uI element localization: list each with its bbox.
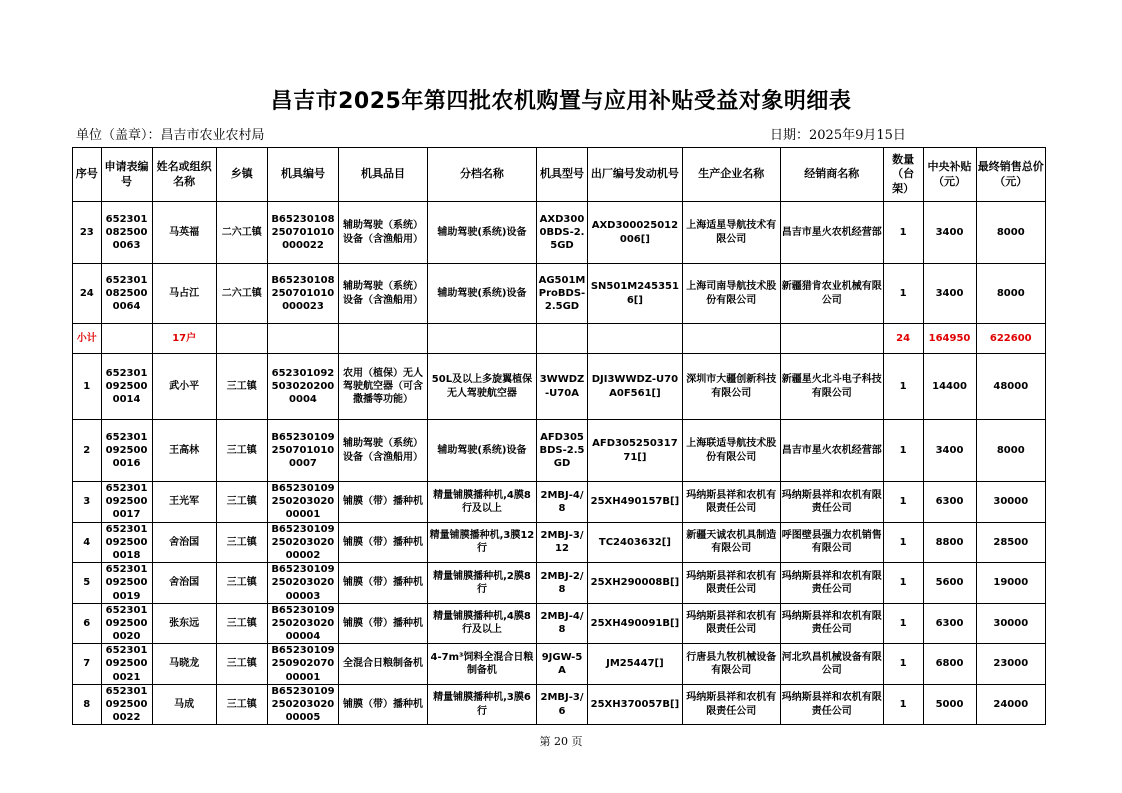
cell-tier-name: 4-7m³饲料全混合日粮制备机 bbox=[427, 644, 536, 685]
cell-central-subsidy: 3400 bbox=[923, 202, 976, 264]
cell-name: 王高林 bbox=[152, 420, 216, 482]
cell-dealer: 新疆猎肯农业机械有限公司 bbox=[780, 264, 883, 324]
subtotal-row bbox=[73, 324, 1046, 354]
cell-tier-name: 精量铺膜播种机,2膜8行 bbox=[427, 563, 536, 604]
cell-name: 马占江 bbox=[152, 264, 216, 324]
cell-application-no bbox=[101, 324, 152, 354]
table-row bbox=[73, 522, 1046, 563]
cell-application-no: 6523010925000019 bbox=[101, 563, 152, 604]
cell-application-no: 6523010925000016 bbox=[101, 420, 152, 482]
cell-name: 马英福 bbox=[152, 202, 216, 264]
cell-name: 王光军 bbox=[152, 482, 216, 523]
cell-town bbox=[216, 324, 267, 354]
cell-name: 舍治国 bbox=[152, 563, 216, 604]
cell-total-price: 24000 bbox=[976, 684, 1045, 725]
cell-quantity: 1 bbox=[883, 482, 923, 523]
header-machine-no: 机具编号 bbox=[267, 148, 338, 202]
subsidy-table bbox=[72, 147, 1046, 725]
cell-application-no: 6523010825000064 bbox=[101, 264, 152, 324]
cell-application-no: 6523010925000022 bbox=[101, 684, 152, 725]
cell-quantity: 1 bbox=[883, 644, 923, 685]
cell-machine-no: B65230109250902070000​01 bbox=[267, 644, 338, 685]
cell-machine-no: B65230109250203020000​01 bbox=[267, 482, 338, 523]
cell-central-subsidy: 5000 bbox=[923, 684, 976, 725]
cell-town: 三工镇 bbox=[216, 420, 267, 482]
cell-total-price: 8000 bbox=[976, 202, 1045, 264]
cell-tier-name: 辅助驾驶(系统)设备 bbox=[427, 264, 536, 324]
cell-name: 马晓龙 bbox=[152, 644, 216, 685]
cell-central-subsidy: 6800 bbox=[923, 644, 976, 685]
cell-seq: 4 bbox=[73, 522, 102, 563]
cell-total-price: 23000 bbox=[976, 644, 1045, 685]
header-total-price: 最终销售总价（元） bbox=[976, 148, 1045, 202]
cell-manufacturer: 玛纳斯县祥和农机有限责任公司 bbox=[682, 603, 780, 644]
cell-name: 17户 bbox=[152, 324, 216, 354]
header-serial-engine-no: 出厂编号发动机号 bbox=[587, 148, 682, 202]
cell-seq: 5 bbox=[73, 563, 102, 604]
cell-total-price: 622600 bbox=[976, 324, 1045, 354]
cell-machine-no: 652301092503020200000​4 bbox=[267, 354, 338, 420]
cell-central-subsidy: 5600 bbox=[923, 563, 976, 604]
date-label: 日期：2025年9月15日 bbox=[770, 128, 906, 143]
cell-machine-no: B65230109250701010000​7 bbox=[267, 420, 338, 482]
cell-model: 2MBJ-4/8 bbox=[537, 482, 588, 523]
cell-dealer: 昌吉市星火农机经营部 bbox=[780, 420, 883, 482]
cell-machine-category: 辅助驾驶（系统）设备（含渔船用） bbox=[339, 264, 428, 324]
cell-total-price: 30000 bbox=[976, 603, 1045, 644]
cell-town: 三工镇 bbox=[216, 522, 267, 563]
cell-tier-name: 辅助驾驶(系统)设备 bbox=[427, 420, 536, 482]
cell-model: 9JGW-5A bbox=[537, 644, 588, 685]
cell-machine-category bbox=[339, 324, 428, 354]
table-row bbox=[73, 603, 1046, 644]
cell-dealer: 玛纳斯县祥和农机有限责任公司 bbox=[780, 603, 883, 644]
table-row bbox=[73, 684, 1046, 725]
cell-manufacturer: 深圳市大疆创新科技有限公司 bbox=[682, 354, 780, 420]
cell-tier-name bbox=[427, 324, 536, 354]
cell-model: 2MBJ-2/8 bbox=[537, 563, 588, 604]
cell-model bbox=[537, 324, 588, 354]
header-model: 机具型号 bbox=[537, 148, 588, 202]
cell-machine-category: 铺膜（带）播种机 bbox=[339, 482, 428, 523]
document-title: 昌吉市2025年第四批农机购置与应用补贴受益对象明细表 bbox=[270, 89, 852, 114]
cell-total-price: 19000 bbox=[976, 563, 1045, 604]
cell-machine-no: B65230108250701010000022 bbox=[267, 202, 338, 264]
cell-serial-engine-no bbox=[587, 324, 682, 354]
cell-manufacturer: 上海适星导航技术有限公司 bbox=[682, 202, 780, 264]
header-seq: 序号 bbox=[73, 148, 102, 202]
cell-quantity: 1 bbox=[883, 684, 923, 725]
cell-serial-engine-no: JM25447[] bbox=[587, 644, 682, 685]
cell-machine-no bbox=[267, 324, 338, 354]
cell-machine-category: 铺膜（带）播种机 bbox=[339, 603, 428, 644]
cell-seq: 小计 bbox=[73, 324, 102, 354]
page-number: 第 20 页 bbox=[539, 735, 583, 748]
table-header-row bbox=[73, 148, 1046, 202]
cell-town: 二六工镇 bbox=[216, 202, 267, 264]
table-row bbox=[73, 482, 1046, 523]
cell-central-subsidy: 6300 bbox=[923, 603, 976, 644]
cell-application-no: 6523010925000017 bbox=[101, 482, 152, 523]
cell-serial-engine-no: DJI3WWDZ-U70A0F561[] bbox=[587, 354, 682, 420]
cell-model: AXD3000BDS-2.5GD bbox=[537, 202, 588, 264]
cell-total-price: 48000 bbox=[976, 354, 1045, 420]
cell-seq: 6 bbox=[73, 603, 102, 644]
unit-label: 单位（盖章）：昌吉市农业农村局 bbox=[76, 128, 265, 143]
cell-serial-engine-no: 25XH490091B[] bbox=[587, 603, 682, 644]
cell-manufacturer: 玛纳斯县祥和农机有限责任公司 bbox=[682, 563, 780, 604]
cell-machine-category: 辅助驾驶（系统）设备（含渔船用） bbox=[339, 202, 428, 264]
header-application-no: 申请表编号 bbox=[101, 148, 152, 202]
cell-quantity: 1 bbox=[883, 522, 923, 563]
cell-seq: 24 bbox=[73, 264, 102, 324]
header-dealer: 经销商名称 bbox=[780, 148, 883, 202]
cell-town: 三工镇 bbox=[216, 603, 267, 644]
cell-machine-category: 铺膜（带）播种机 bbox=[339, 684, 428, 725]
cell-total-price: 28500 bbox=[976, 522, 1045, 563]
cell-machine-no: B65230108250701010000023 bbox=[267, 264, 338, 324]
cell-application-no: 6523010925000014 bbox=[101, 354, 152, 420]
cell-dealer: 玛纳斯县祥和农机有限责任公司 bbox=[780, 563, 883, 604]
cell-model: 3WWDZ-U70A bbox=[537, 354, 588, 420]
cell-tier-name: 精量铺膜播种机,3膜6行 bbox=[427, 684, 536, 725]
cell-name: 马成 bbox=[152, 684, 216, 725]
table-body bbox=[73, 202, 1046, 725]
header-manufacturer: 生产企业名称 bbox=[682, 148, 780, 202]
cell-dealer: 河北玖昌机械设备有限公司 bbox=[780, 644, 883, 685]
cell-quantity: 1 bbox=[883, 563, 923, 604]
cell-serial-engine-no: SN501M2453516[] bbox=[587, 264, 682, 324]
cell-seq: 3 bbox=[73, 482, 102, 523]
cell-name: 武小平 bbox=[152, 354, 216, 420]
cell-seq: 23 bbox=[73, 202, 102, 264]
cell-serial-engine-no: 25XH290008B[] bbox=[587, 563, 682, 604]
cell-machine-no: B65230109250203020000​03 bbox=[267, 563, 338, 604]
cell-tier-name: 辅助驾驶(系统)设备 bbox=[427, 202, 536, 264]
cell-seq: 1 bbox=[73, 354, 102, 420]
cell-tier-name: 精量铺膜播种机,4膜8行及以上 bbox=[427, 482, 536, 523]
cell-dealer bbox=[780, 324, 883, 354]
cell-quantity: 24 bbox=[883, 324, 923, 354]
header-central-subsidy: 中央补贴（元） bbox=[923, 148, 976, 202]
cell-seq: 2 bbox=[73, 420, 102, 482]
cell-manufacturer: 上海司南导航技术股份有限公司 bbox=[682, 264, 780, 324]
cell-serial-engine-no: 25XH490157B[] bbox=[587, 482, 682, 523]
header-quantity: 数量（台架） bbox=[883, 148, 923, 202]
table-row bbox=[73, 354, 1046, 420]
cell-manufacturer: 玛纳斯县祥和农机有限责任公司 bbox=[682, 482, 780, 523]
cell-dealer: 呼图壁县强力农机销售有限公司 bbox=[780, 522, 883, 563]
header-name: 姓名或组织名称 bbox=[152, 148, 216, 202]
cell-quantity: 1 bbox=[883, 420, 923, 482]
cell-machine-category: 铺膜（带）播种机 bbox=[339, 563, 428, 604]
cell-central-subsidy: 14400 bbox=[923, 354, 976, 420]
table-row bbox=[73, 202, 1046, 264]
cell-machine-no: B65230109250203020000​05 bbox=[267, 684, 338, 725]
cell-machine-no: B65230109250203020000​04 bbox=[267, 603, 338, 644]
cell-dealer: 昌吉市星火农机经营部 bbox=[780, 202, 883, 264]
cell-seq: 7 bbox=[73, 644, 102, 685]
cell-application-no: 6523010925000021 bbox=[101, 644, 152, 685]
cell-quantity: 1 bbox=[883, 264, 923, 324]
cell-machine-category: 辅助驾驶（系统）设备（含渔船用） bbox=[339, 420, 428, 482]
cell-application-no: 6523010925000018 bbox=[101, 522, 152, 563]
cell-machine-category: 全混合日粮制备机 bbox=[339, 644, 428, 685]
cell-serial-engine-no: AXD3000250120​06[] bbox=[587, 202, 682, 264]
cell-manufacturer: 新疆天诚农机具制造有限公司 bbox=[682, 522, 780, 563]
header-tier-name: 分档名称 bbox=[427, 148, 536, 202]
cell-model: AG501MProBDS-2.5GD bbox=[537, 264, 588, 324]
cell-total-price: 30000 bbox=[976, 482, 1045, 523]
cell-dealer: 玛纳斯县祥和农机有限责任公司 bbox=[780, 684, 883, 725]
cell-town: 二六工镇 bbox=[216, 264, 267, 324]
cell-application-no: 6523010825000063 bbox=[101, 202, 152, 264]
cell-model: AFD305BDS-2.5GD bbox=[537, 420, 588, 482]
cell-tier-name: 精量铺膜播种机,3膜12行 bbox=[427, 522, 536, 563]
table-row bbox=[73, 420, 1046, 482]
cell-machine-category: 铺膜（带）播种机 bbox=[339, 522, 428, 563]
cell-application-no: 6523010925000020 bbox=[101, 603, 152, 644]
cell-model: 2MBJ-4/8 bbox=[537, 603, 588, 644]
cell-machine-category: 农用（植保）无人驾驶航空器（可含撒播等功能） bbox=[339, 354, 428, 420]
cell-central-subsidy: 164950 bbox=[923, 324, 976, 354]
cell-manufacturer: 上海联适导航技术股份有限公司 bbox=[682, 420, 780, 482]
cell-model: 2MBJ-3/6 bbox=[537, 684, 588, 725]
table-row bbox=[73, 264, 1046, 324]
cell-dealer: 玛纳斯县祥和农机有限责任公司 bbox=[780, 482, 883, 523]
cell-quantity: 1 bbox=[883, 603, 923, 644]
cell-name: 张东远 bbox=[152, 603, 216, 644]
cell-manufacturer bbox=[682, 324, 780, 354]
cell-central-subsidy: 6300 bbox=[923, 482, 976, 523]
cell-central-subsidy: 3400 bbox=[923, 264, 976, 324]
table-row bbox=[73, 644, 1046, 685]
header-machine-category: 机具品目 bbox=[339, 148, 428, 202]
cell-quantity: 1 bbox=[883, 354, 923, 420]
cell-tier-name: 50L及以上多旋翼植保无人驾驶航空器 bbox=[427, 354, 536, 420]
cell-total-price: 8000 bbox=[976, 420, 1045, 482]
cell-town: 三工镇 bbox=[216, 684, 267, 725]
table-row bbox=[73, 563, 1046, 604]
cell-model: 2MBJ-3/12 bbox=[537, 522, 588, 563]
cell-tier-name: 精量铺膜播种机,4膜8行及以上 bbox=[427, 603, 536, 644]
header-town: 乡镇 bbox=[216, 148, 267, 202]
cell-serial-engine-no: 25XH370057B[] bbox=[587, 684, 682, 725]
cell-manufacturer: 行唐县九牧机械设备有限公司 bbox=[682, 644, 780, 685]
cell-serial-engine-no: TC2403632[] bbox=[587, 522, 682, 563]
cell-machine-no: B65230109250203020000​02 bbox=[267, 522, 338, 563]
cell-dealer: 新疆星火北斗电子科技有限公司 bbox=[780, 354, 883, 420]
cell-seq: 8 bbox=[73, 684, 102, 725]
cell-quantity: 1 bbox=[883, 202, 923, 264]
cell-total-price: 8000 bbox=[976, 264, 1045, 324]
cell-town: 三工镇 bbox=[216, 482, 267, 523]
cell-town: 三工镇 bbox=[216, 563, 267, 604]
cell-central-subsidy: 8800 bbox=[923, 522, 976, 563]
cell-serial-engine-no: AFD30525031771[] bbox=[587, 420, 682, 482]
cell-town: 三工镇 bbox=[216, 644, 267, 685]
cell-town: 三工镇 bbox=[216, 354, 267, 420]
cell-manufacturer: 玛纳斯县祥和农机有限责任公司 bbox=[682, 684, 780, 725]
cell-name: 舍治国 bbox=[152, 522, 216, 563]
cell-central-subsidy: 3400 bbox=[923, 420, 976, 482]
